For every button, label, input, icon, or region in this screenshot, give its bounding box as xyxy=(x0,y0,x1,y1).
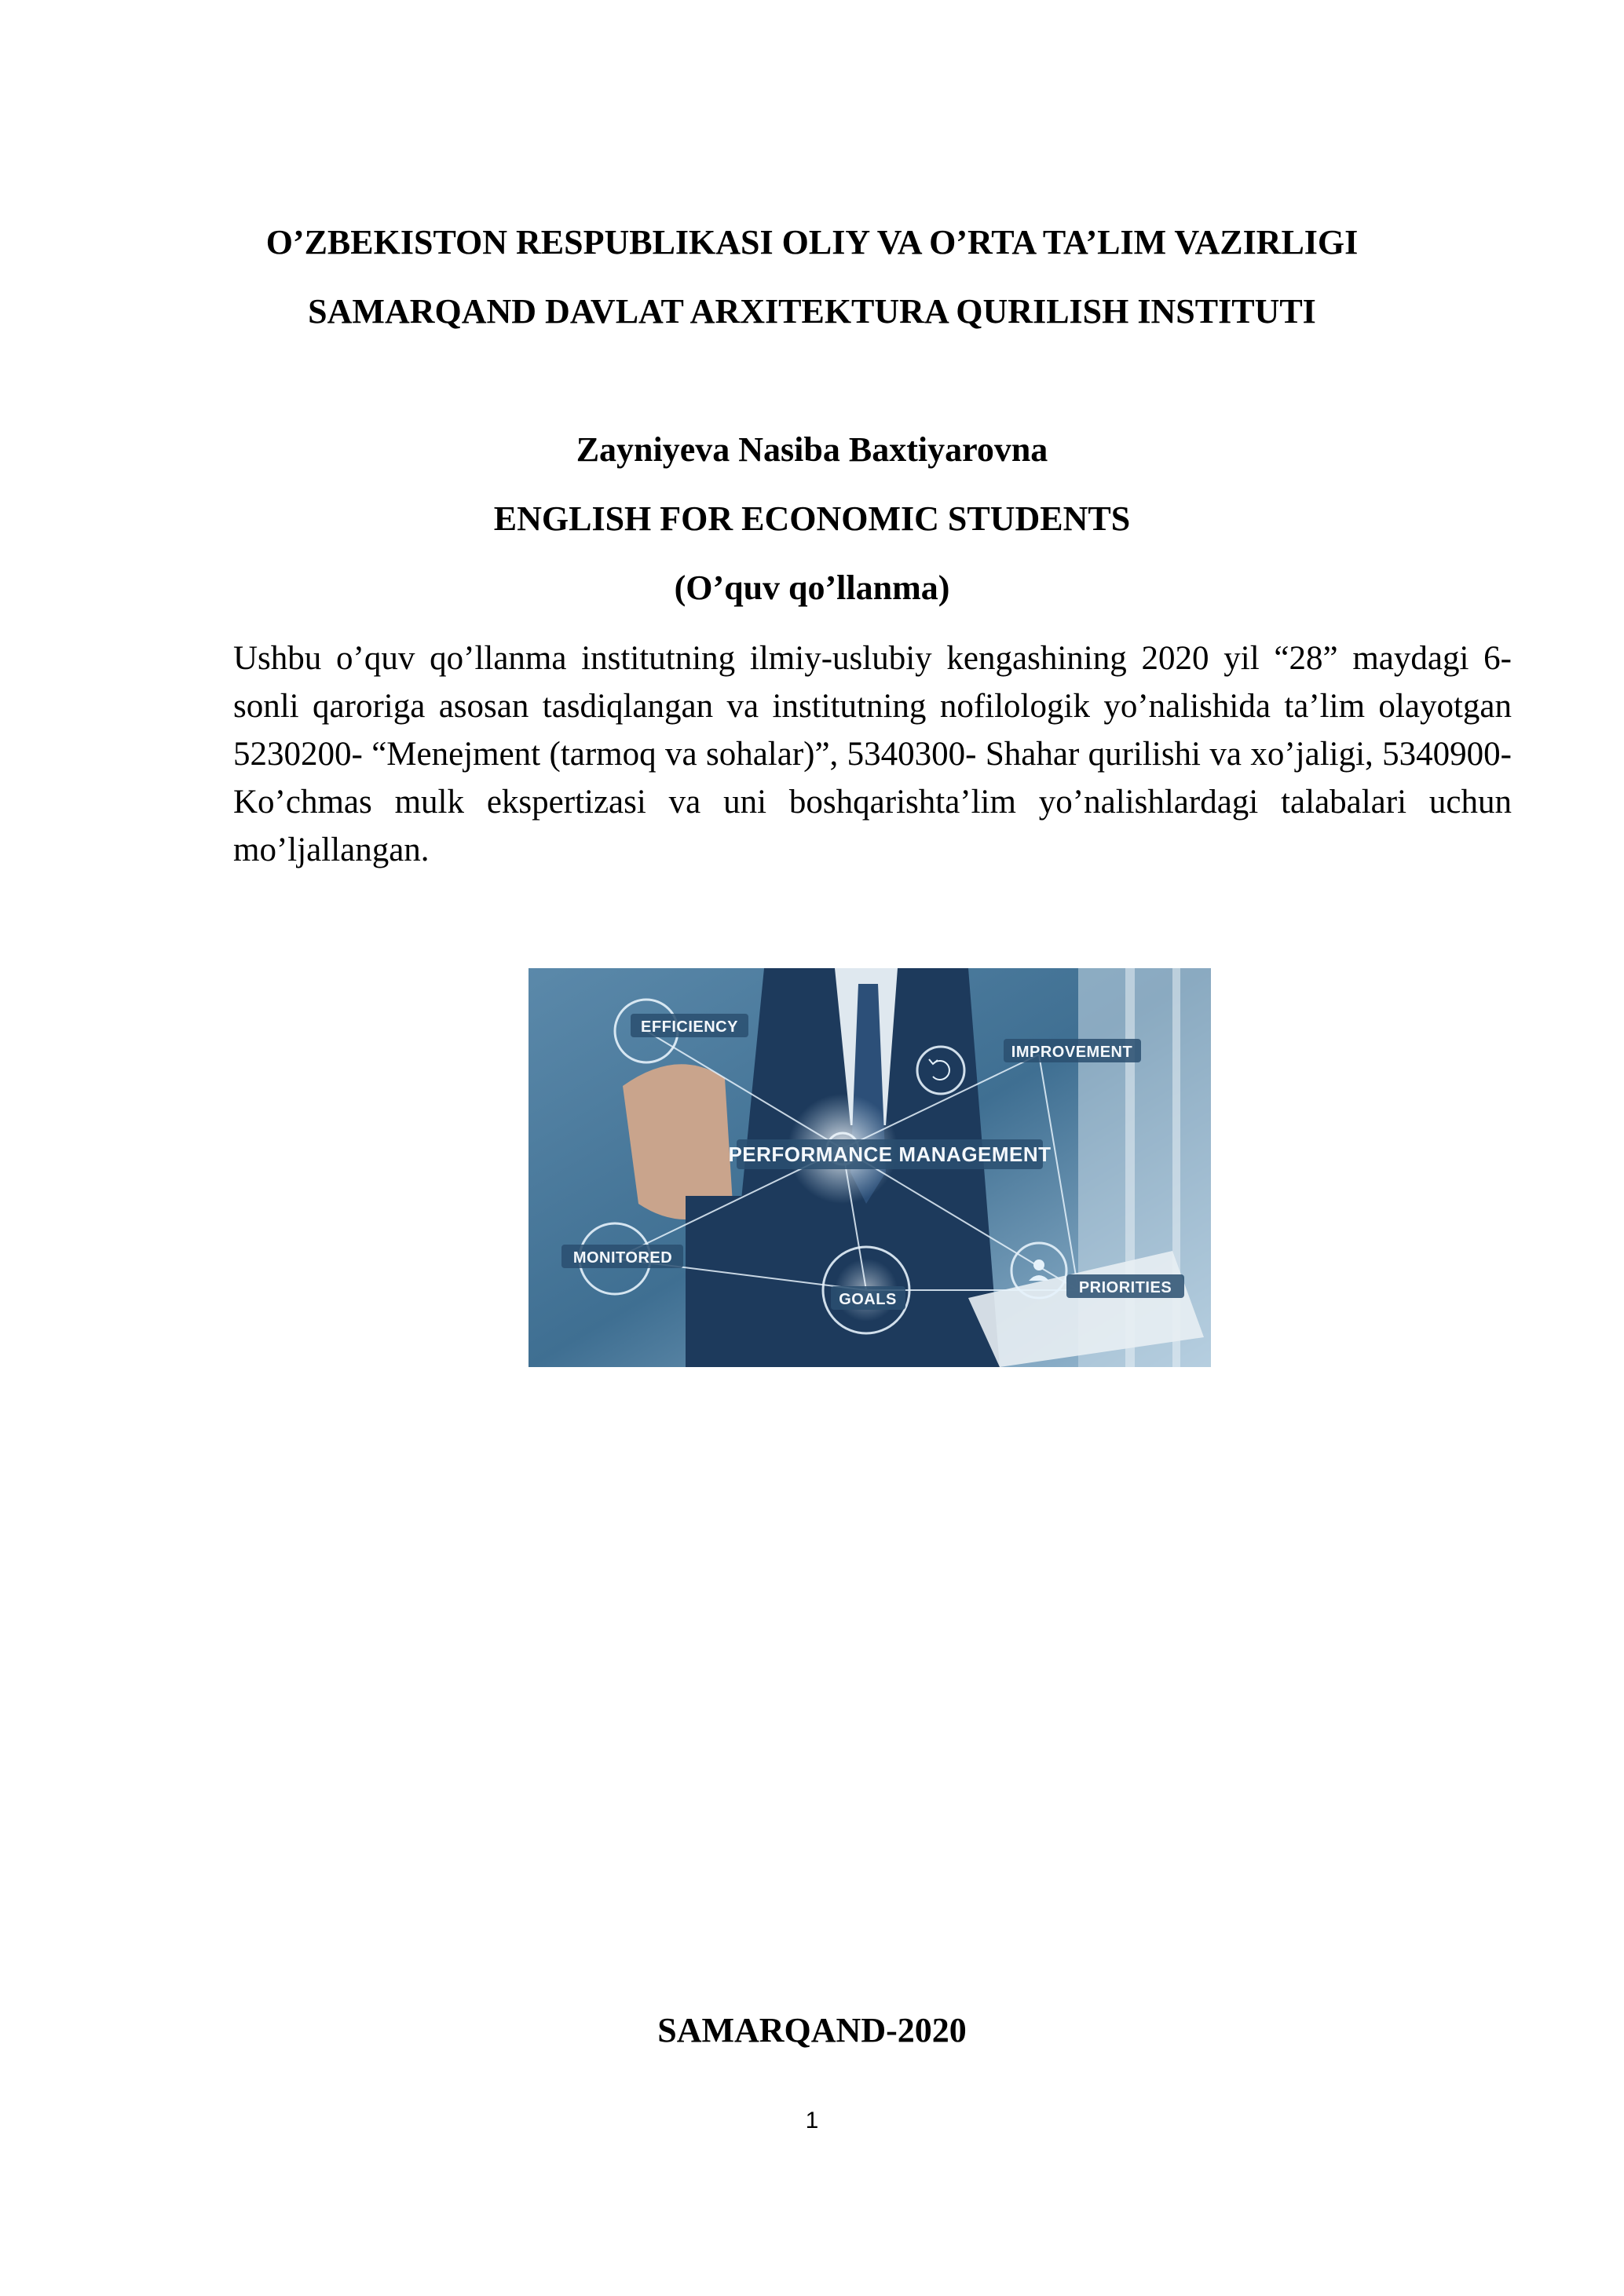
efficiency-label: EFFICIENCY xyxy=(641,1018,738,1036)
book-title: ENGLISH FOR ECONOMIC STUDENTS xyxy=(493,499,1131,538)
author-name: Zayniyeva Nasiba Baxtiyarovna xyxy=(576,430,1048,469)
performance-management-image xyxy=(529,968,1211,1367)
monitored-label: MONITORED xyxy=(572,1249,673,1267)
performance-management-label: PERFORMANCE MANAGEMENT xyxy=(728,1143,1052,1166)
city-year: SAMARQAND-2020 xyxy=(657,2011,967,2049)
page-number: 1 xyxy=(805,2108,819,2133)
ministry-heading: O’ZBEKISTON RESPUBLIKASI OLIY VA O’RTA TA’LIM VAZIRLIGI xyxy=(265,223,1359,261)
book-subtitle: (O’quv qo’llanma) xyxy=(674,569,950,607)
goals-label: GOALS xyxy=(839,1291,897,1308)
priorities-label: PRIORITIES xyxy=(1078,1279,1172,1296)
institute-heading: SAMARQAND DAVLAT ARXITEKTURA QURILISH INSTITUTI xyxy=(308,292,1316,331)
improvement-label: IMPROVEMENT xyxy=(1011,1044,1133,1061)
book-description: Ushbu o’quv qo’llanma institutning ilmiy-uslubiy kengashining 2020 yil “28” maydagi 6-sonli qaroriga asosan tasdiqlangan va institutning nofilologik yo’nalishida ta’lim olayotgan 5230200- “Menejment (tarmoq va sohalar)”, 5340300- Shahar qurilishi va xo’jaligi, 5340900- Ko’chmas mulk ekspertizasi va uni boshqarishta’lim yo’nalishlardagi talabalari uchun mo’ljallangan. xyxy=(233,640,1512,868)
